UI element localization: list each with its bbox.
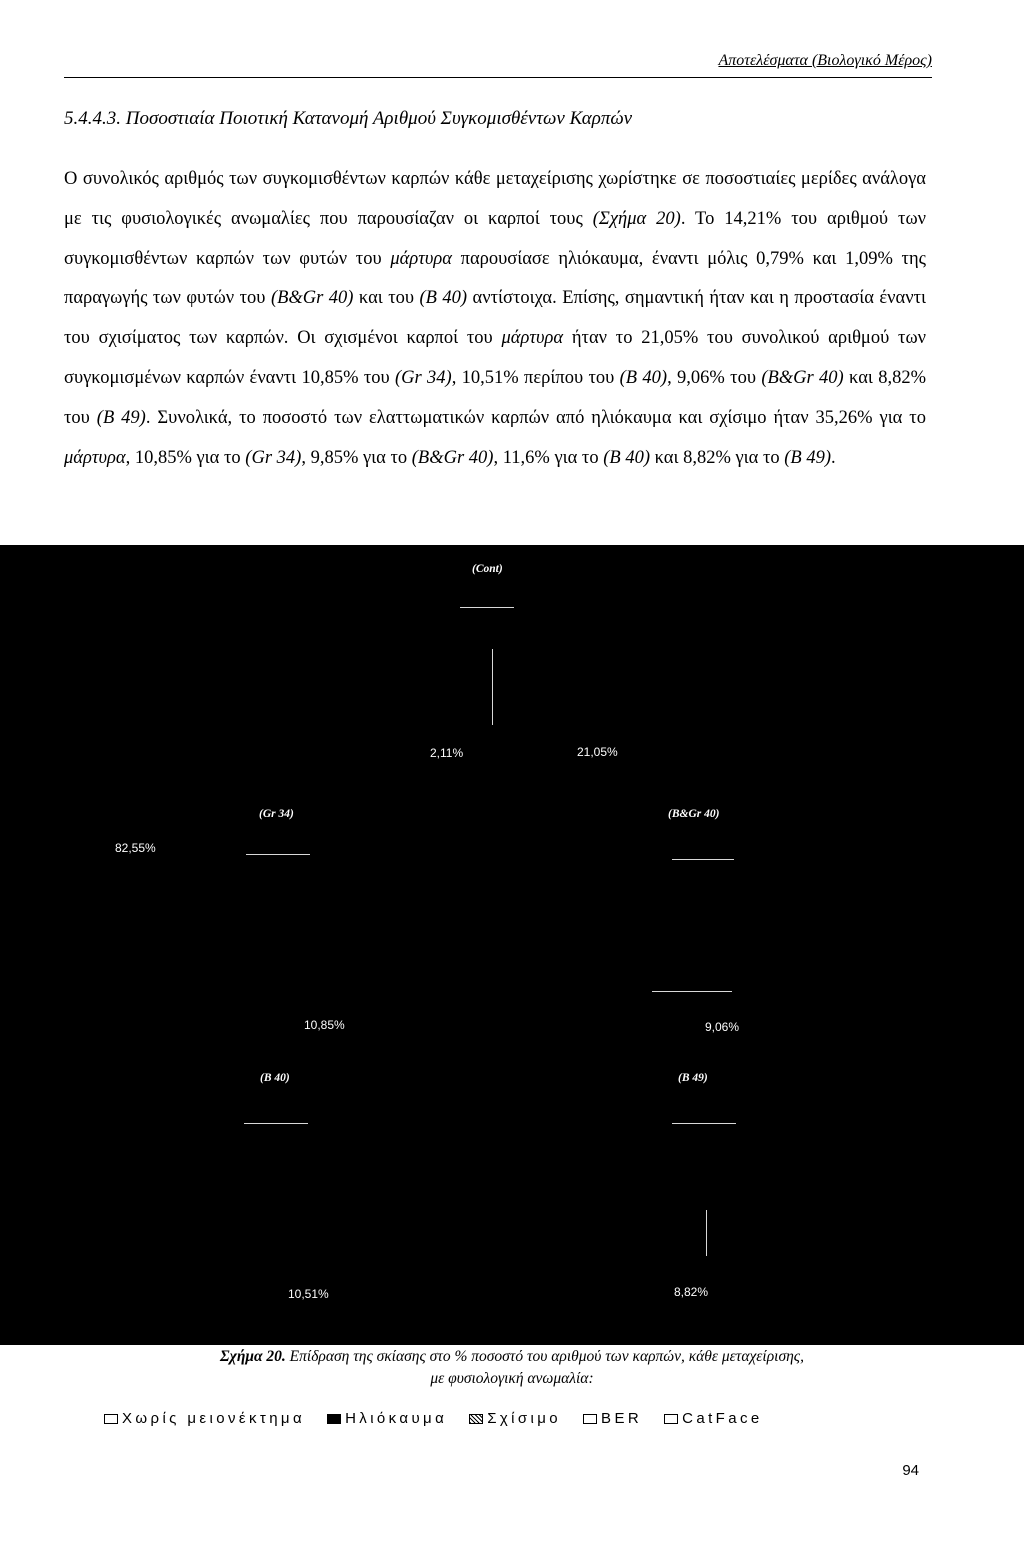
legend-swatch-empty-icon <box>583 1414 597 1424</box>
legend-item-sunburn <box>327 1410 447 1427</box>
treatment-ref: (B 40) <box>619 367 668 388</box>
legend-item-no-defect <box>104 1410 305 1427</box>
chart-title-cont: (Cont) <box>472 563 503 575</box>
page-number: 94 <box>902 1462 919 1479</box>
pie-edge <box>246 854 310 855</box>
caption-text: Επίδραση της σκίασης στο % ποσοστό του αριθμού των καρπών, κάθε μεταχείρισης, <box>285 1348 804 1365</box>
pie-edge <box>672 1123 736 1124</box>
pie-edge <box>652 991 732 992</box>
legend-swatch-empty-icon <box>104 1414 118 1424</box>
data-label-b40-cracking: 10,51% <box>288 1287 329 1301</box>
treatment-ref: (B 40) <box>603 447 650 468</box>
caption-label: Σχήμα 20. <box>220 1348 286 1365</box>
data-label-b49-cracking: 8,82% <box>674 1285 709 1299</box>
figure-caption <box>0 1346 1024 1390</box>
text-run: . Συνολικά, το ποσοστό των ελαττωματικών καρπών από ηλιόκαυμα και σχίσιμο ήταν 35,26% για το <box>145 407 926 428</box>
chart-legend <box>104 1410 785 1427</box>
pie-chart-figure <box>0 545 1024 1345</box>
legend-swatch-hatch-icon <box>469 1414 483 1424</box>
pie-edge <box>460 607 514 608</box>
chart-title-gr34: (Gr 34) <box>259 808 294 820</box>
term-martyras: μάρτυρα <box>501 328 564 349</box>
text-run: και του <box>353 288 420 309</box>
body-paragraph <box>64 160 926 478</box>
pie-slice-line <box>706 1210 707 1256</box>
text-run: και 8,82% για το <box>649 447 785 468</box>
page-header-title: Αποτελέσματα (Βιολογικό Μέρος) <box>718 52 932 69</box>
legend-label: CatFace <box>682 1410 763 1427</box>
caption-line-1 <box>0 1346 1024 1368</box>
text-run: Ο συνολικός αριθμός των συγκομισθέντων καρπών κάθε μεταχείρισης χωρίστηκε σε ποσοστιαίες μερίδες ανάλογα με τις φυσιολογικές ανωμαλίες που παρουσίαζαν οι καρποί τους <box>64 169 926 229</box>
legend-label: Ηλιόκαυμα <box>345 1410 448 1427</box>
legend-label: Σχίσιμο <box>487 1410 562 1427</box>
pie-edge <box>244 1123 308 1124</box>
treatment-ref: (B 49) <box>96 407 146 428</box>
legend-label: BER <box>601 1410 643 1427</box>
chart-title-bgr40: (B&Gr 40) <box>668 808 720 820</box>
legend-item-catface <box>664 1410 763 1427</box>
text-run: , 10,51% περίπου του <box>451 367 620 388</box>
text-run: . <box>831 447 836 468</box>
figure-ref: (Σχήμα 20) <box>592 208 681 229</box>
data-label-cont-cracking: 21,05% <box>577 745 618 759</box>
data-label-cont-healthy: 82,55% <box>115 841 156 855</box>
text-run: . Το 14,21% του αριθμού των συγκομισθέντων καρπών των φυτών του <box>64 208 927 269</box>
treatment-ref: (B 49) <box>784 447 832 468</box>
chart-title-b40: (B 40) <box>260 1072 290 1084</box>
text-run: , 10,85% για το <box>125 447 246 468</box>
text-run: ήταν το 21,05% του συνολικού αριθμού των συγκομισμένων καρπών έναντι 10,85% του <box>64 328 926 388</box>
term-martyras: μάρτυρα <box>64 447 126 468</box>
treatment-ref: (B&Gr 40) <box>761 367 844 388</box>
legend-item-cracking <box>469 1410 561 1427</box>
treatment-ref: (B&Gr 40) <box>270 288 354 309</box>
text-run: , 11,6% για το <box>493 447 604 468</box>
text-run: , 9,06% του <box>667 367 762 388</box>
legend-swatch-solid-icon <box>327 1414 341 1424</box>
legend-item-ber <box>583 1410 642 1427</box>
caption-line-2: με φυσιολογική ανωμαλία: <box>430 1370 594 1387</box>
text-run: και 8,82% του <box>64 367 926 428</box>
data-label-bgr40-cracking: 9,06% <box>705 1020 740 1034</box>
body-text <box>64 160 926 478</box>
section-heading: 5.4.4.3. Ποσοστιαία Ποιοτική Κατανομή Αριθμού Συγκομισθέντων Καρπών <box>64 108 633 129</box>
treatment-ref: (B 40) <box>419 288 468 309</box>
header-rule <box>64 77 932 78</box>
pie-slice-line <box>492 649 493 725</box>
text-run: παρουσίασε ηλιόκαυμα, έναντι μόλις 0,79% και 1,09% της παραγωγής των φυτών του <box>64 248 926 309</box>
pie-edge <box>672 859 734 860</box>
treatment-ref: (Gr 34) <box>395 367 452 388</box>
text-run: , 9,85% για το <box>301 447 412 468</box>
data-label-gr34-cracking: 10,85% <box>304 1018 345 1032</box>
treatment-ref: (B&Gr 40) <box>411 447 494 468</box>
treatment-ref: (Gr 34) <box>245 447 302 468</box>
text-run: αντίστοιχα. Επίσης, σημαντική ήταν και η προστασία έναντι του σχισίματος των καρπών. Οι σχισμένοι καρποί του <box>64 288 926 349</box>
data-label-cont-sunburn: 2,11% <box>430 746 464 760</box>
legend-label: Χωρίς μειονέκτημα <box>122 1410 306 1427</box>
chart-title-b49: (B 49) <box>678 1072 708 1084</box>
term-martyras: μάρτυρα <box>390 248 452 269</box>
legend-swatch-empty-icon <box>664 1414 678 1424</box>
